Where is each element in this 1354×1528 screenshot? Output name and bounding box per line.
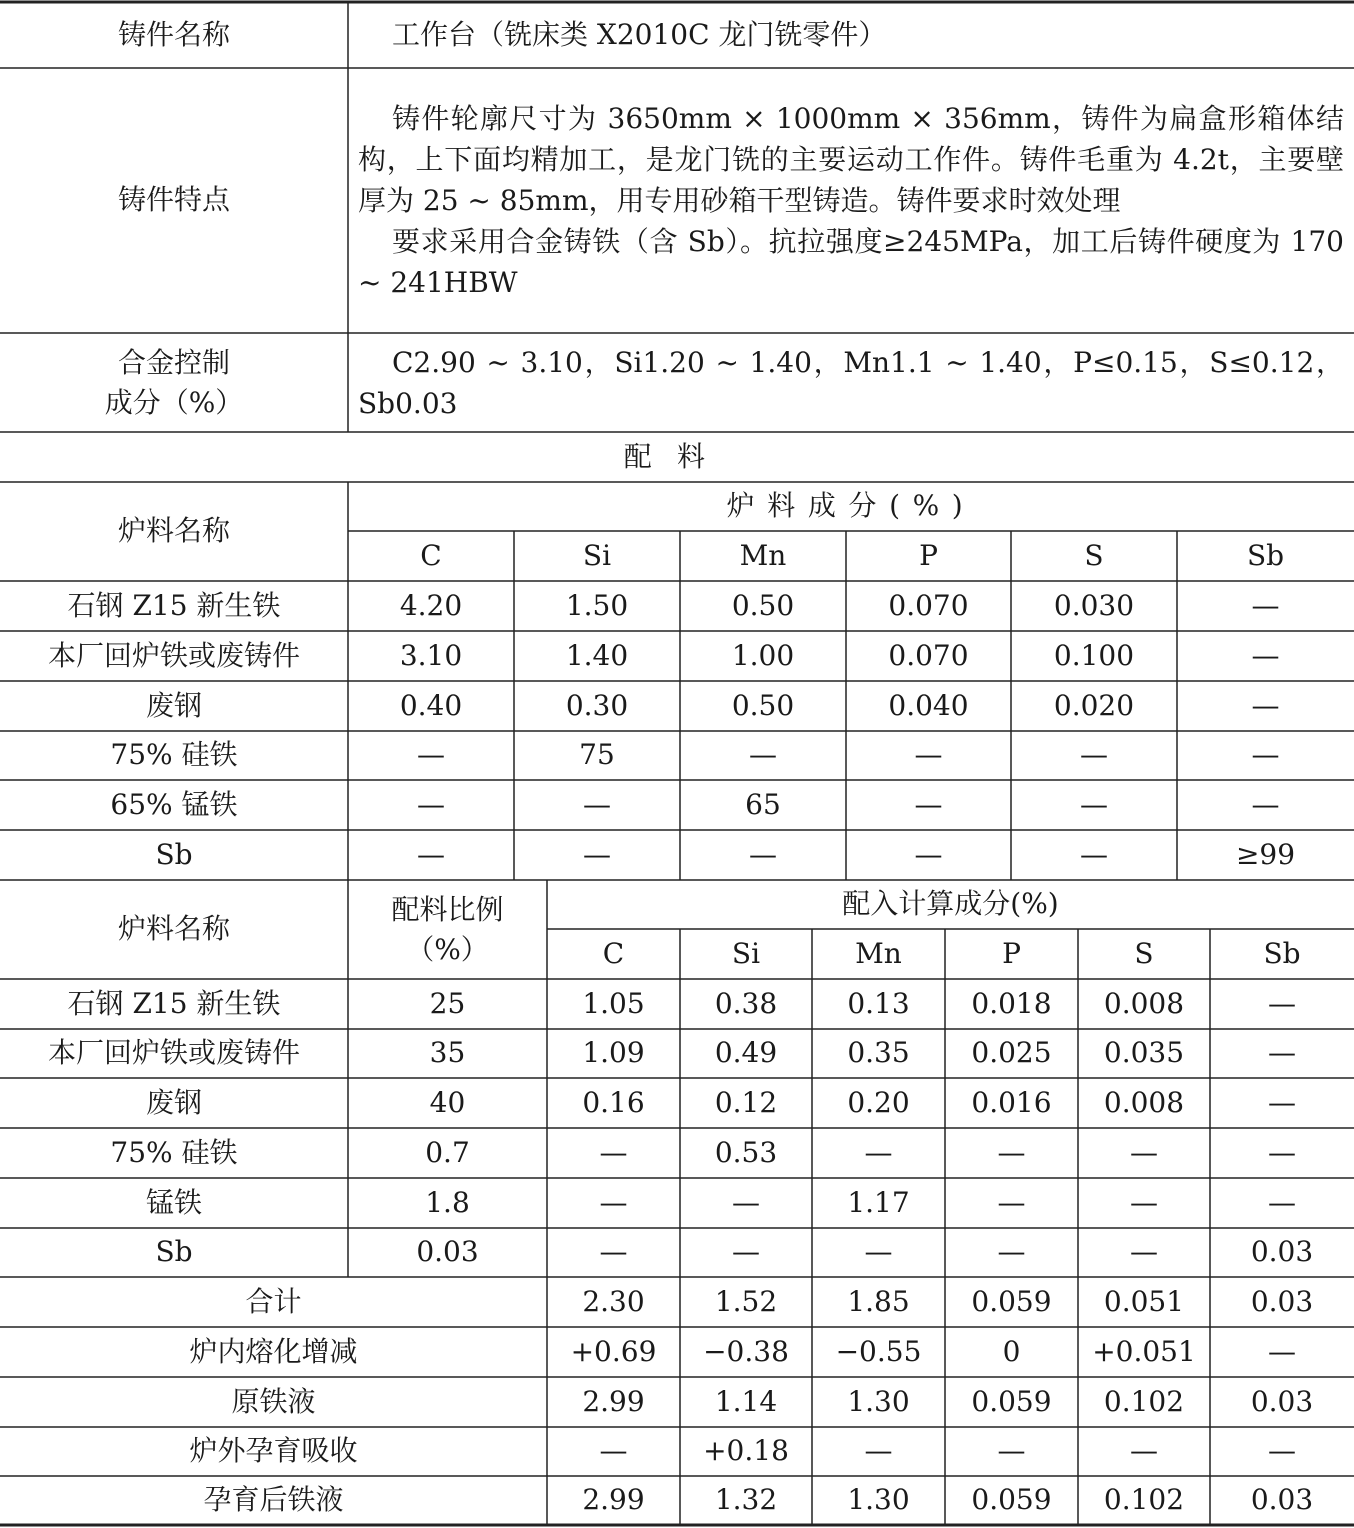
batching-section-title: 配料 [623, 439, 731, 473]
summary-row-label: 原铁液 [231, 1384, 316, 1418]
calc-row-ratio: 0.7 [425, 1135, 470, 1169]
charge-col-header: Sb [1246, 538, 1285, 572]
calc-row-name: 本厂回炉铁或废铸件 [47, 1036, 300, 1070]
charge-row-name: 75% 硅铁 [110, 738, 238, 772]
charge-col-header: P [919, 538, 938, 572]
calc-row-ratio: 1.8 [425, 1185, 470, 1219]
charge-cell: — [749, 738, 777, 772]
calc-row-name: 废钢 [145, 1085, 202, 1119]
calc-cell: — [997, 1235, 1026, 1269]
charge-cell: — [749, 837, 777, 871]
summary-cell: 0.059 [971, 1483, 1052, 1517]
summary-cell: 2.99 [582, 1483, 645, 1517]
summary-cell: 2.30 [582, 1284, 645, 1318]
charge-cell: 1.00 [731, 638, 795, 672]
calc-cell: 0.03 [1250, 1235, 1314, 1269]
summary-cell: 1.30 [847, 1483, 910, 1517]
summary-cell: 0.059 [971, 1284, 1052, 1318]
calc-row-ratio: 35 [429, 1036, 466, 1070]
charge-cell: — [914, 837, 943, 871]
calc-cell: — [732, 1185, 760, 1219]
calc-cell: — [864, 1135, 893, 1169]
calc-cell: — [1130, 1235, 1158, 1269]
casting-name-value: 工作台（铣床类 X2010C 龙门铣零件） [392, 17, 887, 51]
calc-row-name: 石钢 Z15 新生铁 [67, 986, 281, 1020]
calc-cell: — [599, 1135, 628, 1169]
charge-cell: 75 [579, 738, 615, 772]
summary-cell: +0.69 [570, 1334, 657, 1368]
calc-cell: 1.17 [847, 1185, 910, 1219]
summary-cell: 0.03 [1250, 1384, 1314, 1418]
features-paragraph-1: 铸件轮廓尺寸为 3650mm × 1000mm × 356mm，铸件为扁盒形箱体结构，上下面均精加工，是龙门铣的主要运动工作件。铸件毛重为 4.2t，主要壁厚为 25 ~ 85mm，用专用砂箱干型铸造。铸件要求时效处理 [358, 102, 1344, 217]
charge-cell: — [417, 787, 445, 821]
calc-cell: 0.008 [1103, 1085, 1185, 1119]
charge-cell: 0.070 [888, 588, 969, 622]
charge-cell: — [417, 738, 445, 772]
summary-cell: 1.52 [714, 1284, 778, 1318]
charge-col-header: C [420, 538, 442, 572]
features-paragraph-2: 要求采用合金铸铁（含 Sb）。抗拉强度≥245MPa，加工后铸件硬度为 170 ~ 241HBW [358, 225, 1344, 299]
summary-cell: 0.051 [1103, 1284, 1185, 1318]
calc-col-header: Mn [855, 936, 902, 970]
calc-cell: 0.13 [847, 986, 910, 1020]
calc-row-name: Sb [155, 1235, 193, 1269]
charge-cell: — [1251, 638, 1280, 672]
alloy-control-text [348, 333, 1354, 432]
casting-name-label: 铸件名称 [117, 17, 230, 51]
charge-cell: 3.10 [399, 638, 463, 672]
calc-col-header: Si [731, 936, 761, 970]
summary-cell: 0.03 [1250, 1483, 1314, 1517]
alloy-control-label [0, 333, 348, 432]
charge-cell: — [1251, 787, 1280, 821]
calc-row-ratio: 25 [429, 986, 466, 1020]
summary-row-label: 合计 [245, 1284, 302, 1318]
calc-row-name: 75% 硅铁 [110, 1135, 238, 1169]
summary-cell: — [1268, 1334, 1296, 1368]
charge-col-header: Mn [739, 538, 787, 572]
charge-row-name: 石钢 Z15 新生铁 [67, 588, 281, 622]
charge-cell: ≥99 [1235, 837, 1296, 871]
charge-cell: — [1080, 738, 1108, 772]
calc-cell: — [997, 1185, 1026, 1219]
charge-cell: — [583, 837, 611, 871]
calc-cell: — [599, 1235, 628, 1269]
charge-row-name: 65% 锰铁 [110, 787, 238, 821]
calc-row-ratio: 0.03 [416, 1235, 479, 1269]
calc-name-header: 炉料名称 [117, 912, 230, 946]
calc-ratio-header [348, 880, 547, 979]
charge-cell: 0.100 [1053, 638, 1135, 672]
calc-composition-header: 配入计算成分(%) [842, 887, 1059, 921]
summary-cell: −0.38 [703, 1334, 789, 1368]
summary-cell: 2.99 [582, 1384, 645, 1418]
calc-cell: — [1268, 1036, 1296, 1070]
calc-cell: — [1130, 1135, 1158, 1169]
charge-cell: — [1080, 837, 1108, 871]
calc-cell: 0.38 [714, 986, 778, 1020]
calc-col-header: Sb [1263, 936, 1301, 970]
charge-cell: 1.50 [565, 588, 629, 622]
charge-cell: 0.070 [888, 638, 969, 672]
alloy-control-label-line2: 成分（%） [104, 385, 244, 419]
summary-cell: 0 [1002, 1334, 1021, 1368]
summary-cell: — [864, 1434, 893, 1468]
charge-row-name: 废钢 [145, 688, 202, 722]
calc-cell: — [864, 1235, 893, 1269]
calc-cell: — [1268, 1185, 1296, 1219]
summary-cell: 1.14 [714, 1384, 778, 1418]
charge-cell: 0.40 [399, 688, 463, 722]
charge-cell: 0.50 [731, 688, 795, 722]
charge-composition-header: 炉料成分(%) [726, 489, 976, 523]
charge-cell: 0.040 [888, 688, 969, 722]
charge-cell: 65 [745, 787, 781, 821]
summary-row-label: 炉内熔化增减 [189, 1334, 358, 1368]
charge-cell: — [417, 837, 445, 871]
calc-cell: 0.018 [971, 986, 1052, 1020]
calc-cell: — [599, 1185, 628, 1219]
calc-row-ratio: 40 [429, 1085, 466, 1119]
summary-cell: −0.55 [835, 1334, 922, 1368]
alloy-control-label-line1: 合金控制 [117, 345, 230, 379]
charge-cell: — [1251, 688, 1280, 722]
calc-cell: 1.05 [582, 986, 645, 1020]
summary-cell: +0.18 [703, 1434, 789, 1468]
calc-col-header: C [602, 936, 625, 970]
summary-cell: 0.102 [1103, 1483, 1185, 1517]
alloy-control-value: C2.90 ~ 3.10，Si1.20 ~ 1.40，Mn1.1 ~ 1.40，P≤0.15，S≤0.12，Sb0.03 [358, 345, 1344, 420]
calc-cell: 1.09 [582, 1036, 645, 1070]
casting-features-label: 铸件特点 [117, 183, 230, 217]
calc-cell: 0.53 [714, 1135, 778, 1169]
calc-cell: 0.16 [582, 1085, 645, 1119]
charge-cell: 0.30 [565, 688, 629, 722]
calc-cell: 0.025 [971, 1036, 1052, 1070]
calc-cell: — [1130, 1185, 1158, 1219]
calc-col-header: S [1134, 936, 1154, 970]
calc-cell: 0.12 [714, 1085, 778, 1119]
summary-cell: 0.03 [1250, 1284, 1314, 1318]
charge-cell: — [1251, 738, 1280, 772]
summary-cell: 0.059 [971, 1384, 1052, 1418]
summary-row-label: 炉外孕育吸收 [189, 1434, 358, 1468]
calc-cell: 0.49 [714, 1036, 778, 1070]
charge-col-header: S [1084, 538, 1104, 572]
calc-cell: 0.35 [847, 1036, 910, 1070]
calc-row-name: 锰铁 [145, 1185, 202, 1219]
calc-cell: — [1268, 1135, 1296, 1169]
charge-row-name: 本厂回炉铁或废铸件 [47, 638, 300, 672]
summary-cell: 0.102 [1103, 1384, 1185, 1418]
calc-cell: — [1268, 1085, 1296, 1119]
charge-cell: — [914, 787, 943, 821]
summary-row-label: 孕育后铁液 [203, 1483, 344, 1517]
summary-cell: 1.30 [847, 1384, 910, 1418]
casting-features-text [348, 68, 1354, 333]
charge-cell: — [914, 738, 943, 772]
calc-ratio-header-line1: 配料比例 [391, 892, 504, 926]
charge-cell: — [1251, 588, 1280, 622]
charge-cell: 0.020 [1053, 688, 1135, 722]
calc-cell: — [997, 1135, 1026, 1169]
calc-cell: 0.20 [847, 1085, 910, 1119]
summary-cell: 1.32 [714, 1483, 778, 1517]
summary-cell: — [1268, 1434, 1296, 1468]
charge-cell: 0.50 [731, 588, 795, 622]
charge-col-header: Si [582, 538, 612, 572]
charge-row-name: Sb [155, 837, 193, 871]
calc-cell: 0.035 [1103, 1036, 1185, 1070]
calc-cell: — [732, 1235, 760, 1269]
summary-cell: — [997, 1434, 1026, 1468]
charge-name-header: 炉料名称 [117, 514, 230, 548]
summary-cell: — [1130, 1434, 1158, 1468]
calc-cell: 0.008 [1103, 986, 1185, 1020]
charge-cell: 0.030 [1053, 588, 1135, 622]
calc-cell: 0.016 [971, 1085, 1052, 1119]
charge-cell: — [1080, 787, 1108, 821]
calc-cell: — [1268, 986, 1296, 1020]
calc-col-header: P [1002, 936, 1021, 970]
calc-ratio-header-line2: （%） [406, 932, 489, 966]
charge-cell: 4.20 [399, 588, 463, 622]
charge-cell: 1.40 [565, 638, 629, 672]
summary-cell: — [599, 1434, 628, 1468]
summary-cell: 1.85 [847, 1284, 910, 1318]
charge-cell: — [583, 787, 611, 821]
summary-cell: +0.051 [1092, 1334, 1196, 1368]
